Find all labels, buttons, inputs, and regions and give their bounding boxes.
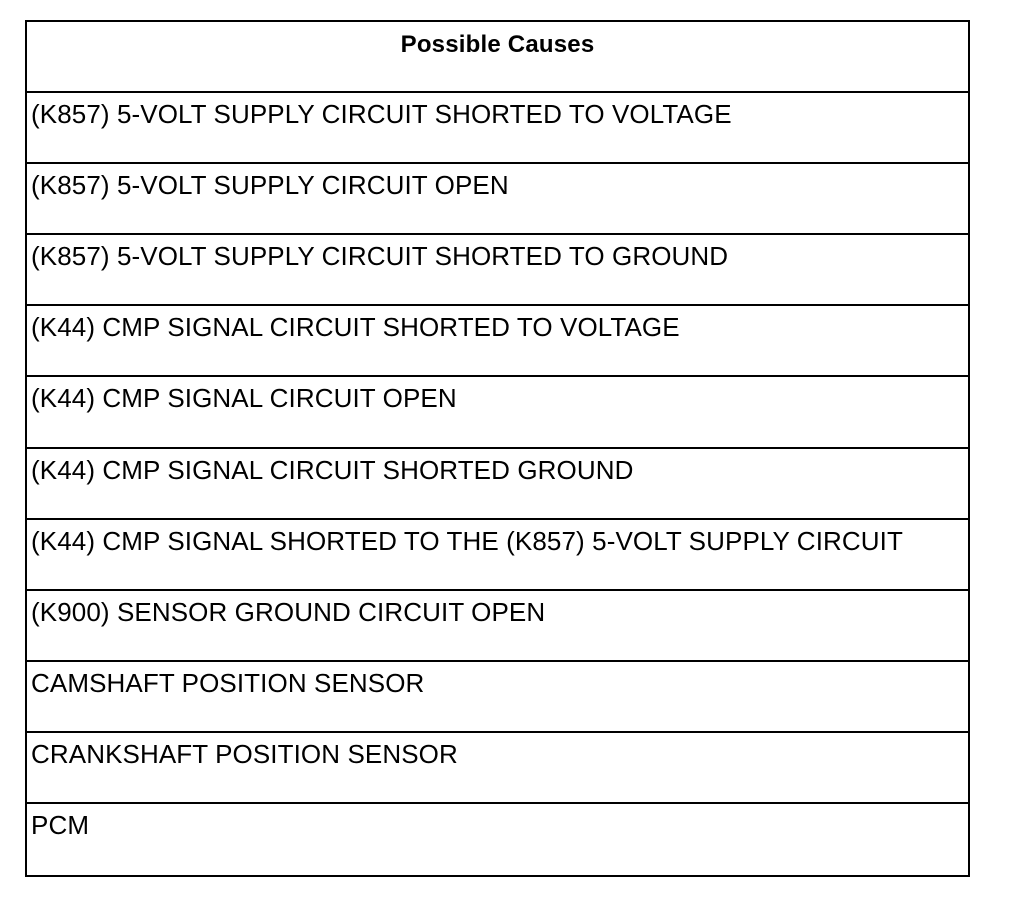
table-row <box>27 449 968 520</box>
table-row <box>27 235 968 306</box>
table-row <box>27 591 968 662</box>
cause-text: (K857) 5-VOLT SUPPLY CIRCUIT SHORTED TO VOLTAGE <box>31 99 732 130</box>
table-row <box>27 306 968 377</box>
cause-text: PCM <box>31 810 90 841</box>
table-row <box>27 520 968 591</box>
table-row <box>27 662 968 733</box>
table-header-row <box>27 22 968 93</box>
cause-text: (K857) 5-VOLT SUPPLY CIRCUIT OPEN <box>31 170 509 201</box>
cause-text: (K44) CMP SIGNAL SHORTED TO THE (K857) 5-VOLT SUPPLY CIRCUIT <box>31 525 903 556</box>
cause-text: (K44) CMP SIGNAL CIRCUIT SHORTED TO VOLTAGE <box>31 312 680 343</box>
table-row <box>27 733 968 804</box>
cause-text: (K44) CMP SIGNAL CIRCUIT SHORTED GROUND <box>31 454 634 485</box>
table-row <box>27 804 968 875</box>
table-header: Possible Causes <box>400 31 595 58</box>
table-row <box>27 377 968 448</box>
table-row <box>27 164 968 235</box>
table-row <box>27 93 968 164</box>
possible-causes-table <box>25 20 970 877</box>
cause-text: (K900) SENSOR GROUND CIRCUIT OPEN <box>31 596 546 627</box>
cause-text: (K857) 5-VOLT SUPPLY CIRCUIT SHORTED TO GROUND <box>31 241 729 272</box>
cause-text: CAMSHAFT POSITION SENSOR <box>31 667 425 698</box>
cause-text: CRANKSHAFT POSITION SENSOR <box>31 738 458 769</box>
cause-text: (K44) CMP SIGNAL CIRCUIT OPEN <box>31 383 457 414</box>
